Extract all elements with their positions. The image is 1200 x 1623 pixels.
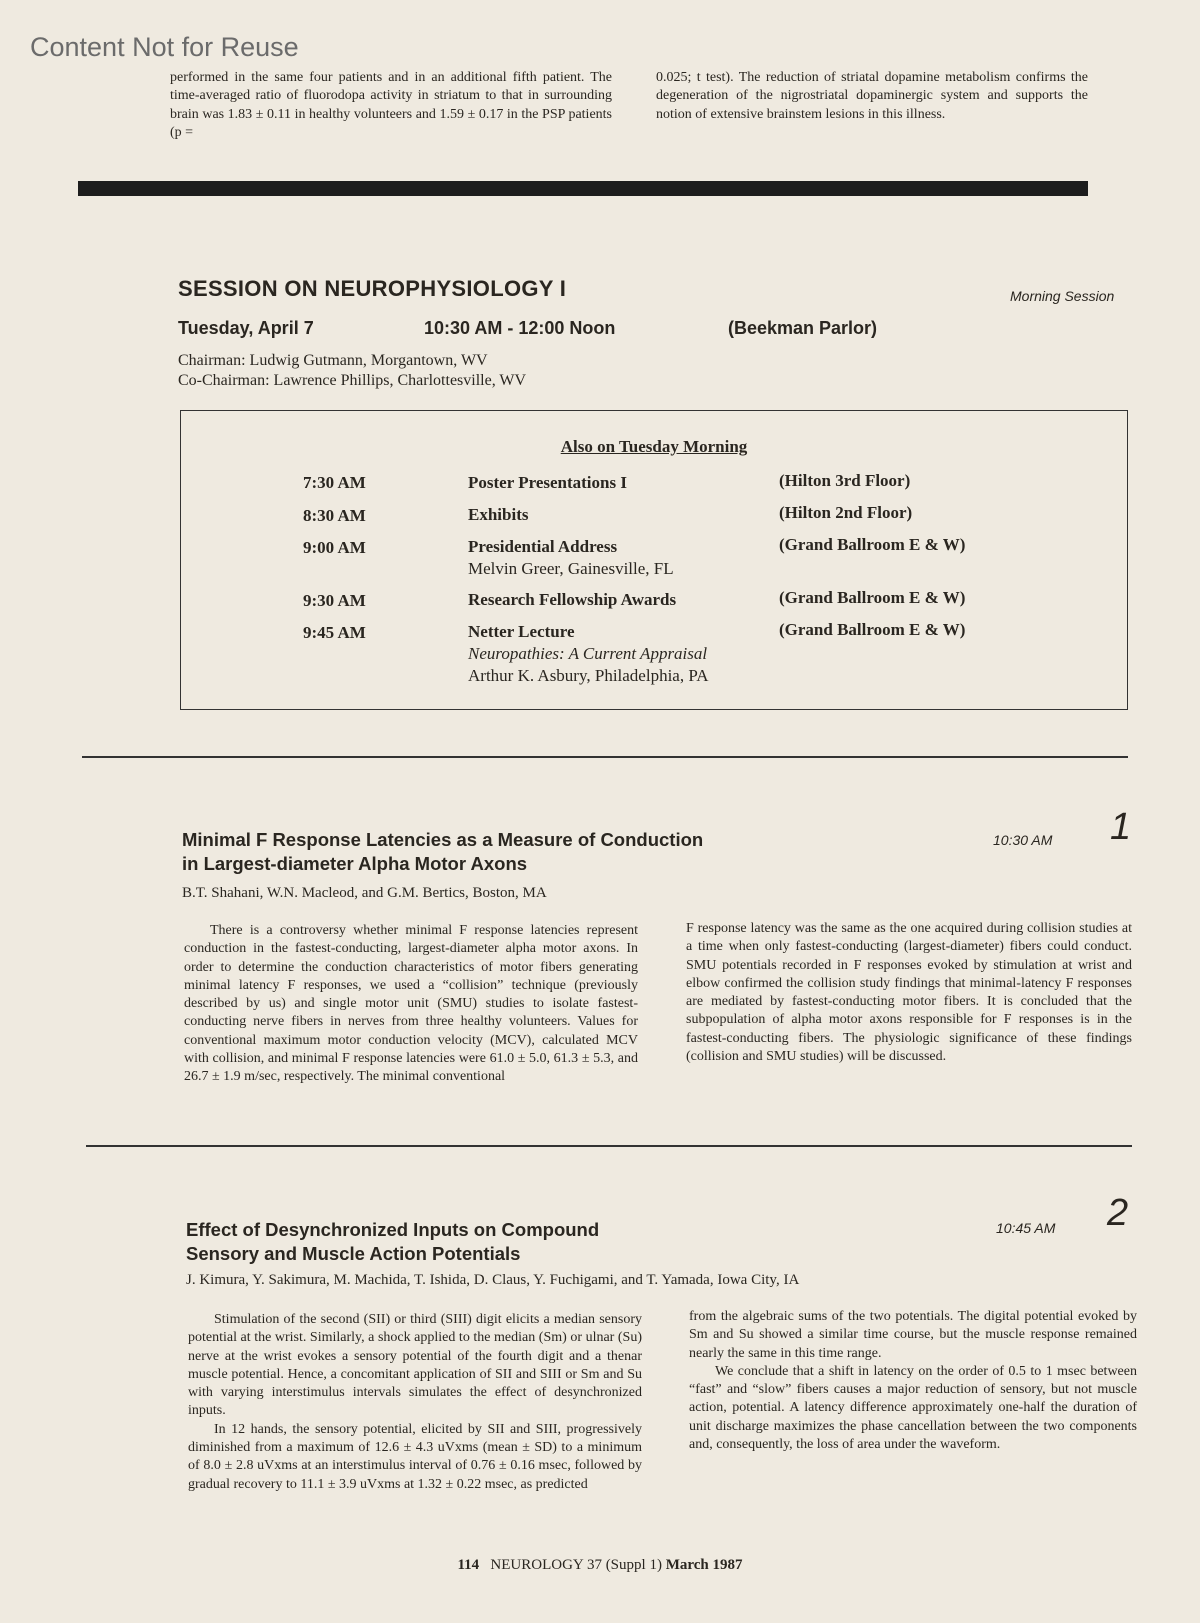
session-day: Tuesday, April 7 [178,318,314,338]
article-2-time: 10:45 AM [996,1220,1056,1236]
section-divider-bar [78,181,1088,196]
article-2-authors: J. Kimura, Y. Sakimura, M. Machida, T. Ishida, D. Claus, Y. Fuchigami, and T. Yamada, Iowa City, IA [186,1272,800,1288]
article-1-title [182,828,703,876]
also-on-tuesday-box [180,410,1128,710]
row-event: Poster Presentations I [468,473,627,492]
article-2-right-column [689,1308,1137,1454]
article-1-authors: B.T. Shahani, W.N. Macleod, and G.M. Bertics, Boston, MA [182,885,547,901]
issue-date: March 1987 [665,1557,743,1573]
session-title: SESSION ON NEUROPHYSIOLOGY I [178,276,567,301]
title-line: Sensory and Muscle Action Potentials [186,1243,521,1264]
session-room: (Beekman Parlor) [728,318,878,338]
paragraph: F response latency was the same as the one acquired during collision studies at a time when only fastest-conducting (largest-diameter) fibers could conduct. SMU potentials recorded in F responses evoked by stimulation at wrist and elbow confirmed the collision study findings that minimal-latency F responses are mediated by fastest-conducting motor fibers. It is concluded that the subpopulation of alpha motor axons responsible for F responses is in the fastest-conducting fibers. The physiologic significance of these findings (collision and SMU studies) will be discussed. [686,921,1132,1065]
article-1-left-column [184,922,638,1087]
co-chairman: Co-Chairman: Lawrence Phillips, Charlottesville, WV [178,372,527,389]
box-title [181,437,1127,457]
row-time: 9:45 AM [303,623,366,642]
title-line: Minimal F Response Latencies as a Measure of Conduction [182,829,704,850]
row-event: Research Fellowship Awards [468,590,677,609]
row-place: (Grand Ballroom E & W) [779,588,966,607]
row-place: (Grand Ballroom E & W) [779,535,966,554]
paragraph: from the algebraic sums of the two potentials. The digital potential evoked by Sm and Su showed a similar time course, but the muscle response remained nearly the same in this time range. [689,1309,1137,1361]
row-detail: Melvin Greer, Gainesville, FL [468,559,674,578]
title-line: in Largest-diameter Alpha Motor Axons [182,853,528,874]
row-place: (Hilton 2nd Floor) [779,503,913,522]
divider [82,756,1128,758]
article-1-number: 1 [1110,806,1132,848]
article-2-number: 2 [1107,1192,1129,1234]
row-time: 8:30 AM [303,506,366,525]
paragraph: There is a controversy whether minimal F response latencies represent conduction in the fastest-conducting, largest-diameter alpha motor axons. In order to determine the conduction characteristics of motor fibers generating minimal latency F responses, we used a “collision” technique (previously described by us) and single motor unit (SMU) studies to isolate fastest-conducting nerve fibers in nerves from three healthy volunteers. Values for conventional maximum motor conduction velocity (MCV), calculated MCV with collision, and minimal F response latencies were 61.0 ± 5.0, 61.3 ± 5.3, and 26.7 ± 1.9 m/sec, respectively. The minimal conventional [184,923,638,1085]
chairman: Chairman: Ludwig Gutmann, Morgantown, WV [178,352,488,369]
box-title-text: Also on Tuesday Morning [560,437,748,456]
article-2-title [186,1218,599,1266]
session-time: 10:30 AM - 12:00 Noon [424,318,616,338]
top-text-right [656,69,1088,124]
row-place: (Hilton 3rd Floor) [779,471,911,490]
row-detail: Arthur K. Asbury, Philadelphia, PA [468,666,709,685]
session-label: Morning Session [1010,288,1115,304]
page-number: 114 [457,1557,480,1573]
row-detail-italic: Neuropathies: A Current Appraisal [468,644,708,663]
row-time: 9:00 AM [303,538,366,557]
journal-name: NEUROLOGY 37 (Suppl 1) [490,1557,662,1573]
row-time: 7:30 AM [303,473,366,492]
watermark: Content Not for Reuse [30,32,299,62]
row-event: Netter Lecture [468,622,575,641]
top-text-left [170,69,612,142]
paragraph: performed in the same four patients and in an additional fifth patient. The time-averaged ratio of fluorodopa activity in striatum to that in surrounding brain was 1.83 ± 0.11 in healthy volunteers and 1.59 ± 0.17 in the PSP patients (p = [170,70,612,140]
paragraph: We conclude that a shift in latency on the order of 0.5 to 1 msec between “fast” and “slow” fibers causes a major reduction of sensory, but not muscle action, potential. A latency difference approximately one-half the duration of unit discharge maximizes the phase cancellation between the two components and, consequently, the loss of area under the waveform. [689,1363,1137,1453]
page-footer [0,1557,1200,1574]
row-time: 9:30 AM [303,591,366,610]
row-event: Exhibits [468,505,529,524]
article-2-left-column [188,1311,642,1494]
paragraph: 0.025; t test). The reduction of striatal dopamine metabolism confirms the degeneration of the nigrostriatal dopaminergic system and supports the notion of extensive brainstem lesions in this illness. [656,70,1088,122]
row-place: (Grand Ballroom E & W) [779,620,966,639]
divider [86,1145,1132,1147]
paragraph: Stimulation of the second (SII) or third (SIII) digit elicits a median sensory potential at the wrist. Similarly, a shock applied to the median (Sm) or ulnar (Su) nerve at the wrist evokes a sensory potential of the fourth digit and a thenar muscle potential. Hence, a concomitant application of SII and SIII or Sm and Su with varying interstimulus intervals simulates the effect of desynchronized inputs. [188,1312,642,1419]
article-1-time: 10:30 AM [993,832,1053,848]
row-event: Presidential Address [468,537,618,556]
article-1-right-column [686,920,1132,1066]
title-line: Effect of Desynchronized Inputs on Compound [186,1219,600,1240]
paragraph: In 12 hands, the sensory potential, elicited by SII and SIII, progressively diminished from a maximum of 12.6 ± 4.3 uVxms (mean ± SD) to a minimum of 8.0 ± 2.8 uVxms at an interstimulus interval of 0.76 ± 0.16 msec, followed by gradual recovery to 11.1 ± 3.9 uVxms at 1.32 ± 0.22 msec, as predicted [188,1421,642,1492]
